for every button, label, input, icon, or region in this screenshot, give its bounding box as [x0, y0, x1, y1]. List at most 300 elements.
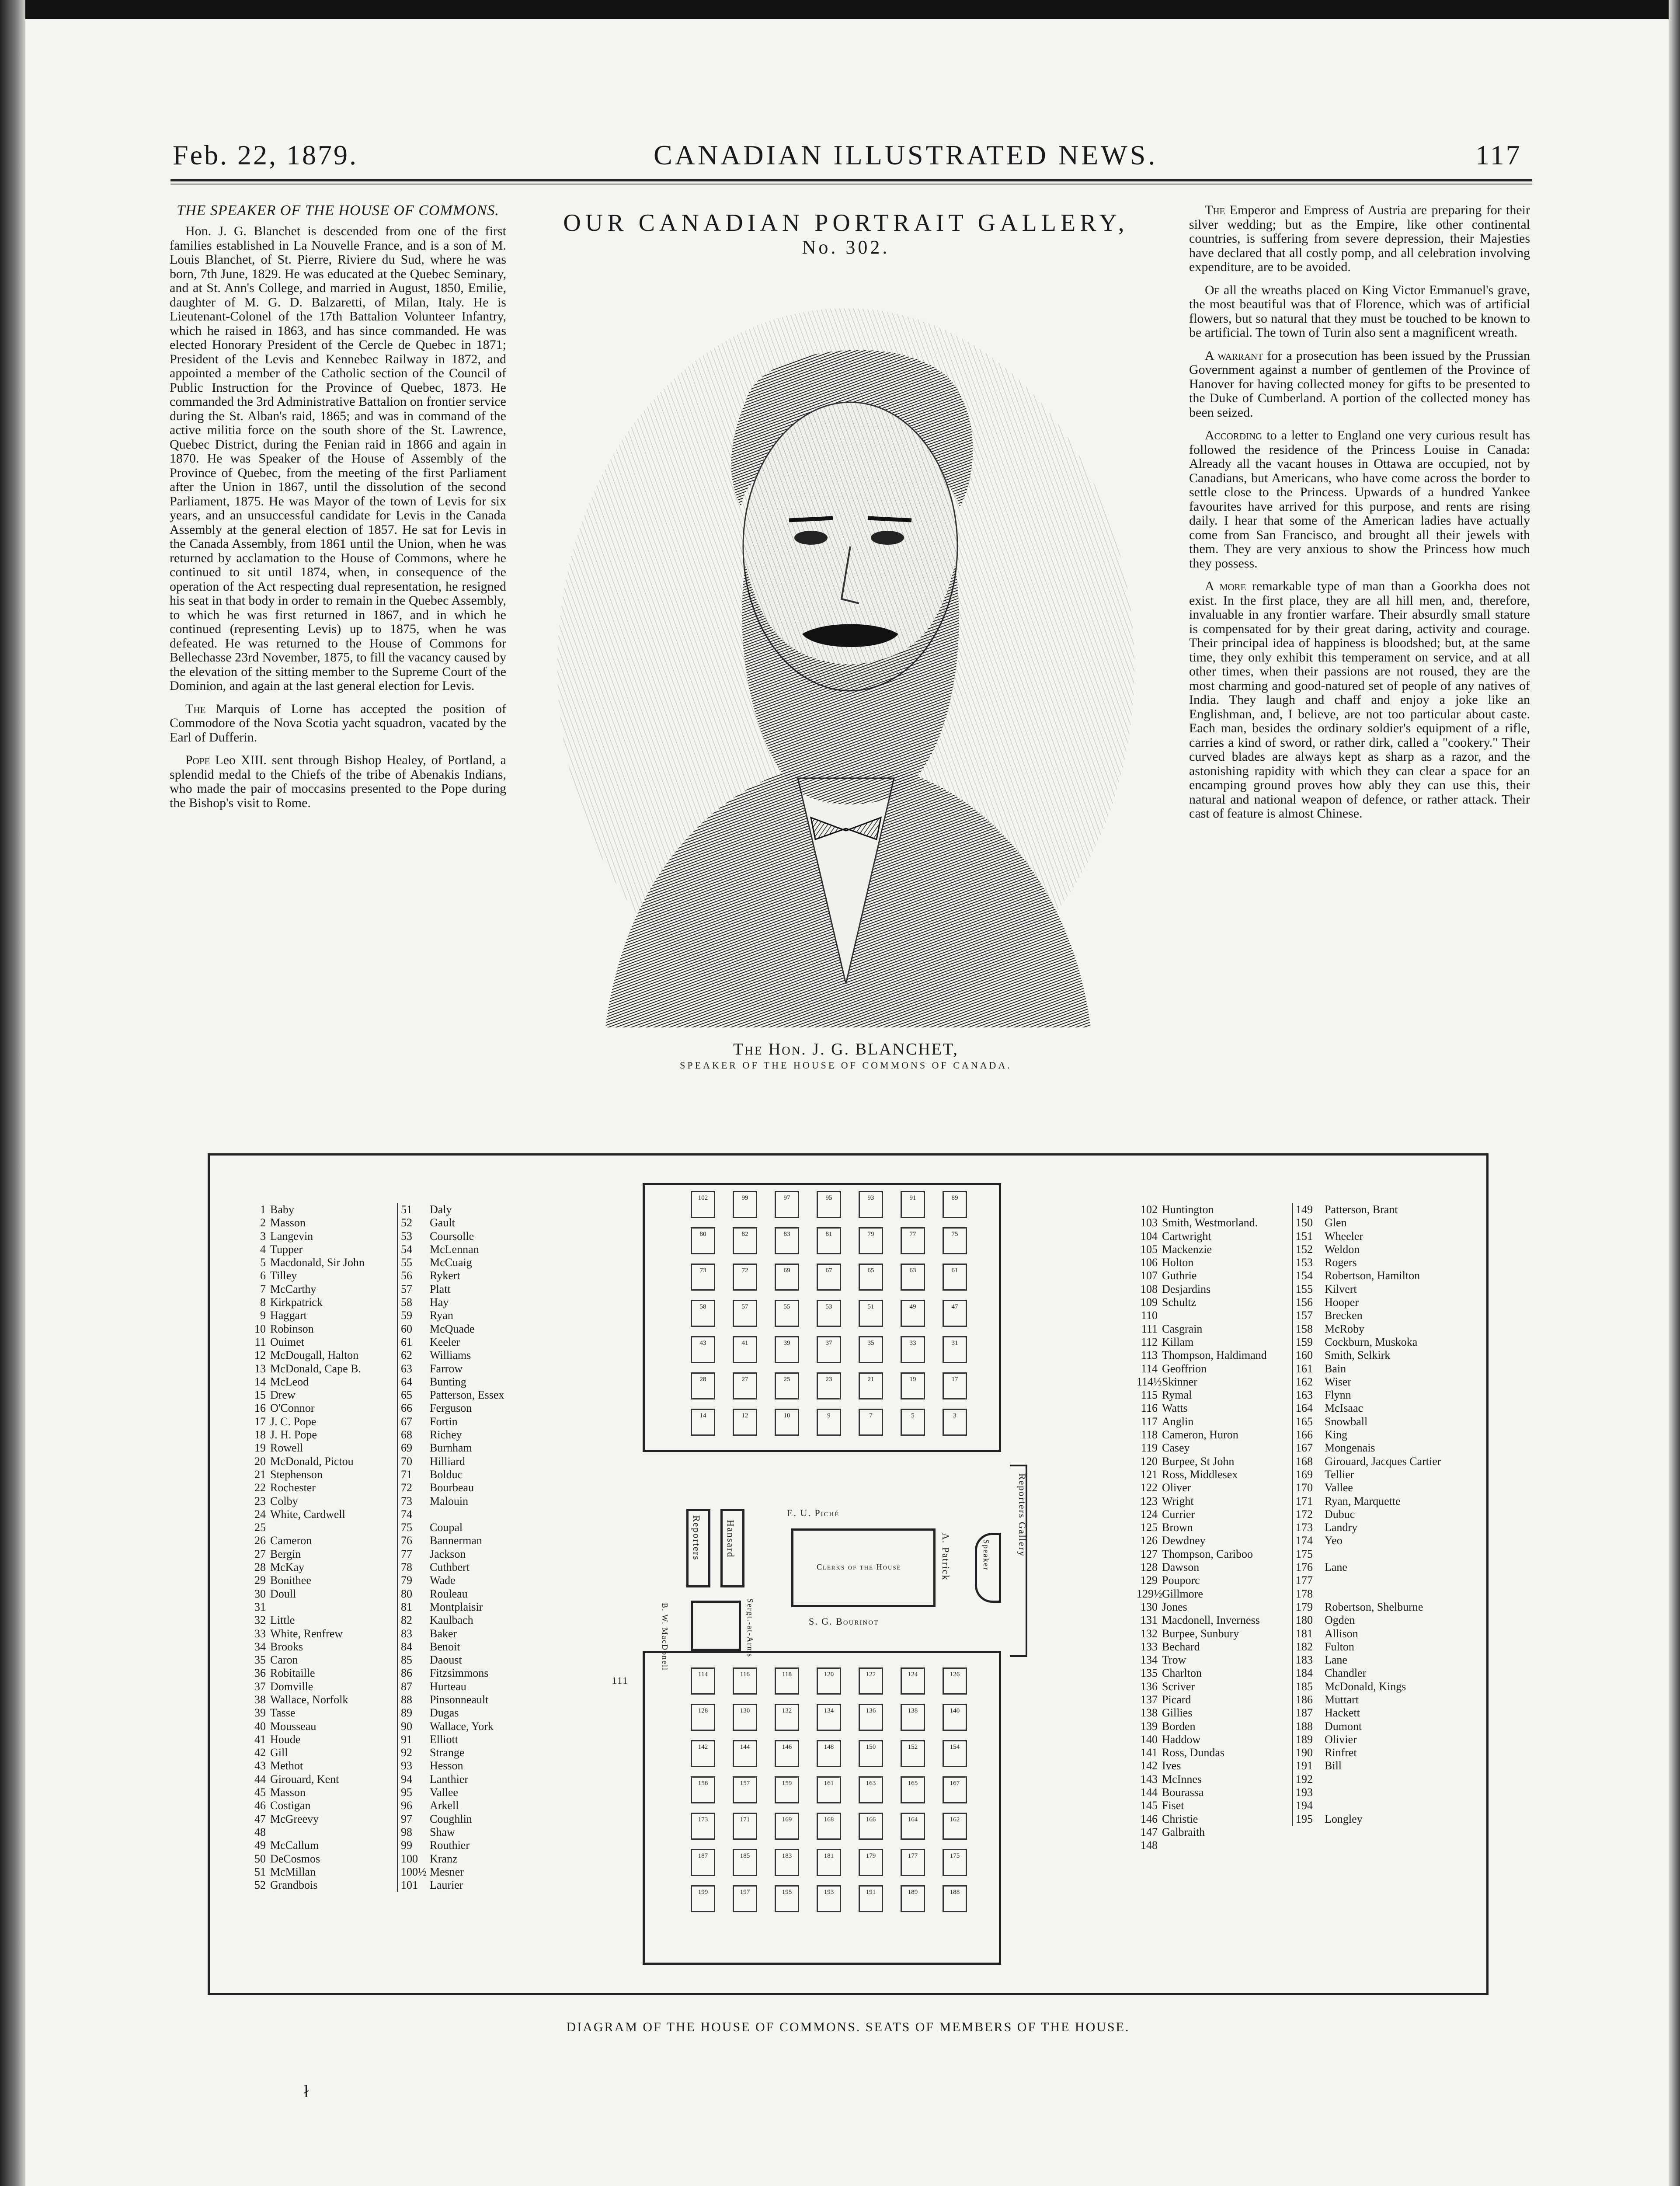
seat — [817, 1264, 841, 1291]
seat-number: 57 — [397, 1283, 427, 1296]
seat-number: 180 — [1292, 1614, 1322, 1627]
seat — [775, 1409, 799, 1436]
seat — [691, 1409, 715, 1436]
seat-number: 55 — [397, 1256, 427, 1269]
member-entry — [245, 1813, 385, 1826]
member-entry — [1137, 1773, 1285, 1786]
seat-number: 137 — [1141, 1693, 1158, 1706]
seat-number: 127 — [1141, 1547, 1158, 1560]
member-name: Snowball — [1325, 1415, 1368, 1428]
member-name: Bain — [1325, 1362, 1346, 1375]
member-name: Allison — [1325, 1627, 1358, 1640]
seat-number: 100½ — [397, 1866, 427, 1879]
member-name: Brown — [1162, 1521, 1193, 1534]
seat — [733, 1849, 757, 1876]
seat-number: 37 — [254, 1680, 266, 1693]
member-entry — [245, 1601, 385, 1614]
seat-label: 154 — [950, 1744, 960, 1751]
member-entry — [1292, 1799, 1475, 1812]
member-entry — [245, 1706, 385, 1720]
member-name: Bannerman — [430, 1534, 482, 1547]
member-entry — [1292, 1561, 1475, 1574]
member-entry — [245, 1256, 385, 1269]
member-name: Anglin — [1162, 1415, 1194, 1428]
seat-number: 49 — [254, 1839, 266, 1852]
seat-number: 87 — [397, 1680, 427, 1693]
member-entry — [1137, 1349, 1285, 1362]
member-name: Huntington — [1162, 1203, 1214, 1216]
member-name: Ryan, Marquette — [1325, 1494, 1401, 1507]
member-entry — [245, 1362, 385, 1375]
seat — [691, 1191, 715, 1218]
seat-label: 23 — [825, 1376, 832, 1383]
seat-number: 123 — [1141, 1494, 1158, 1507]
seat-number: 62 — [397, 1349, 427, 1362]
member-entry — [245, 1203, 385, 1216]
member-entry — [1137, 1428, 1285, 1441]
seat-label: 67 — [825, 1267, 832, 1274]
member-entry — [1292, 1720, 1475, 1733]
seat-label: 138 — [908, 1707, 918, 1714]
member-entry — [1292, 1534, 1475, 1547]
seat-number: 122 — [1141, 1481, 1158, 1494]
member-entry — [1137, 1468, 1285, 1481]
seat — [817, 1740, 841, 1767]
member-name: Cockburn, Muskoka — [1325, 1335, 1418, 1348]
header-title: CANADIAN ILLUSTRATED NEWS. — [654, 139, 1158, 171]
seat-number: 56 — [397, 1269, 427, 1282]
member-name: Lanthier — [430, 1772, 469, 1786]
member-name: Scriver — [1162, 1680, 1195, 1693]
gallery-number: No. 302. — [802, 237, 890, 258]
seat-label: 175 — [950, 1852, 960, 1859]
seat-number: 31 — [254, 1600, 266, 1613]
seat-number: 14 — [254, 1375, 266, 1388]
member-entry — [1292, 1706, 1475, 1720]
member-entry — [397, 1587, 524, 1601]
seat — [901, 1409, 925, 1436]
member-entry — [245, 1495, 385, 1508]
member-entry — [397, 1786, 524, 1799]
member-name: Kranz — [430, 1852, 458, 1865]
seat-number: 86 — [397, 1667, 427, 1680]
member-entry — [245, 1468, 385, 1481]
member-entry — [1292, 1614, 1475, 1627]
seat-number: 48 — [254, 1825, 266, 1838]
seat-number: 193 — [1292, 1786, 1322, 1799]
member-name: Daly — [430, 1203, 452, 1216]
member-name: McRoby — [1325, 1322, 1364, 1335]
seat-label: 156 — [698, 1780, 708, 1787]
member-entry — [1137, 1441, 1285, 1455]
member-name: Routhier — [430, 1839, 470, 1852]
seat-number: 113 — [1141, 1349, 1158, 1362]
member-name: Schultz — [1162, 1296, 1196, 1309]
seat-label: 163 — [866, 1780, 876, 1787]
seat-number: 67 — [397, 1415, 427, 1428]
reporters-label: Reporters — [691, 1515, 702, 1561]
seat-label: 128 — [698, 1707, 708, 1714]
seat — [901, 1740, 925, 1767]
seat-number: 95 — [397, 1786, 427, 1799]
member-name: Robertson, Shelburne — [1325, 1600, 1423, 1613]
seat-number: 125 — [1141, 1521, 1158, 1534]
member-name: Vallee — [1325, 1481, 1353, 1494]
member-name: Dewdney — [1162, 1534, 1206, 1547]
seat-number: 71 — [397, 1468, 427, 1481]
seat-number: 18 — [254, 1428, 266, 1441]
seat-number: 190 — [1292, 1746, 1322, 1759]
member-name: Hooper — [1325, 1296, 1359, 1309]
member-name: Geoffrion — [1162, 1362, 1207, 1375]
seat — [733, 1704, 757, 1731]
member-name: O'Connor — [270, 1402, 315, 1415]
member-entry — [245, 1680, 385, 1693]
seat-number: 184 — [1292, 1667, 1322, 1680]
paragraph-lead: Of — [1205, 282, 1220, 297]
member-entry — [1292, 1323, 1475, 1336]
member-name: Landry — [1325, 1521, 1358, 1534]
seat — [859, 1336, 883, 1363]
member-entry — [397, 1521, 524, 1534]
member-entry — [1137, 1283, 1285, 1296]
seat-number: 51 — [254, 1865, 266, 1878]
member-entry — [397, 1508, 524, 1521]
seat-label: 136 — [866, 1707, 876, 1714]
member-entry — [1137, 1415, 1285, 1428]
seat-label: 19 — [909, 1376, 916, 1383]
seat-label: 65 — [867, 1267, 874, 1274]
member-entry — [245, 1627, 385, 1640]
member-name: Rymal — [1162, 1389, 1192, 1402]
member-entry — [1292, 1428, 1475, 1441]
member-name: Haddow — [1162, 1733, 1201, 1746]
seat-number: 149 — [1292, 1203, 1322, 1216]
member-entry — [245, 1759, 385, 1772]
member-entry — [1137, 1269, 1285, 1282]
seat-number: 110 — [1141, 1309, 1158, 1322]
member-name: McCallum — [270, 1839, 319, 1852]
seat-number: 134 — [1141, 1653, 1158, 1667]
member-entry — [397, 1826, 524, 1839]
seat-number: 126 — [1141, 1534, 1158, 1547]
member-entry — [1292, 1468, 1475, 1481]
seat-number: 43 — [254, 1759, 266, 1772]
seat — [691, 1704, 715, 1731]
seat-label: 57 — [741, 1303, 748, 1310]
seat — [901, 1776, 925, 1803]
member-entry — [397, 1693, 524, 1706]
seat-label: 148 — [824, 1744, 834, 1751]
member-name: Hackett — [1325, 1706, 1360, 1720]
member-entry — [245, 1349, 385, 1362]
member-name: Mackenzie — [1162, 1243, 1212, 1256]
seat-label: 31 — [951, 1340, 958, 1347]
seat-label: 61 — [951, 1267, 958, 1274]
opposition-benches — [643, 1651, 1001, 1965]
paragraph-warrant — [1189, 349, 1530, 420]
member-name: Cameron — [270, 1534, 312, 1547]
seat — [691, 1813, 715, 1840]
seat-number: 164 — [1292, 1402, 1322, 1415]
seat-label: 189 — [908, 1889, 918, 1896]
portrait-engraving — [553, 302, 1139, 1032]
seat-number: 173 — [1292, 1521, 1322, 1534]
member-entry — [245, 1826, 385, 1839]
paragraph-text: Leo XIII. sent through Bishop Healey, of Portland, a splendid medal to the Chiefs of the tribe of Abenakis Indians, who made the pair of moccasins presented to the Pope during the Bishop's visit to Rome. — [170, 753, 506, 810]
member-name: Currier — [1162, 1507, 1195, 1521]
seat-number: 64 — [397, 1375, 427, 1389]
seat-number: 94 — [397, 1773, 427, 1786]
member-name: White, Cardwell — [270, 1507, 345, 1521]
member-name: Wade — [430, 1574, 456, 1587]
member-entry — [1137, 1706, 1285, 1720]
member-name: Christie — [1162, 1812, 1198, 1825]
member-entry — [397, 1799, 524, 1812]
seat-label: 43 — [699, 1340, 706, 1347]
member-name: Yeo — [1325, 1534, 1343, 1547]
seat — [775, 1776, 799, 1803]
member-name: Wheeler — [1325, 1229, 1363, 1243]
member-entry — [397, 1627, 524, 1640]
seat — [943, 1740, 967, 1767]
member-entry — [1292, 1349, 1475, 1362]
seat-number: 141 — [1141, 1746, 1158, 1759]
seat — [691, 1372, 715, 1399]
member-entry — [397, 1428, 524, 1441]
member-name: Watts — [1162, 1402, 1188, 1415]
member-name: Hay — [430, 1296, 449, 1309]
seat-number: 52 — [397, 1216, 427, 1229]
member-entry — [245, 1786, 385, 1799]
seat-number: 44 — [254, 1772, 266, 1786]
member-entry — [1137, 1601, 1285, 1614]
seat — [943, 1227, 967, 1254]
member-name: Fiset — [1162, 1799, 1184, 1812]
seat-number: 17 — [254, 1415, 266, 1428]
seat-label: 166 — [866, 1816, 876, 1823]
member-entry — [397, 1839, 524, 1852]
member-name: Lane — [1325, 1561, 1347, 1574]
seat-number: 147 — [1141, 1825, 1158, 1838]
member-entry — [245, 1574, 385, 1587]
member-entry — [1137, 1495, 1285, 1508]
member-entry — [1292, 1746, 1475, 1759]
member-name: Wallace, York — [430, 1720, 494, 1733]
member-name: McLennan — [430, 1243, 479, 1256]
seat-number: 144 — [1141, 1786, 1158, 1799]
seat-number: 181 — [1292, 1627, 1322, 1640]
member-name: Colby — [270, 1494, 298, 1507]
member-name: Caron — [270, 1653, 298, 1667]
seat-label: 9 — [827, 1412, 831, 1419]
seat-number: 78 — [397, 1561, 427, 1574]
seat-label: 120 — [824, 1671, 834, 1678]
seat — [775, 1372, 799, 1399]
seat-number: 124 — [1141, 1507, 1158, 1521]
member-name: Girouard, Kent — [270, 1772, 339, 1786]
sergeant-desk — [691, 1601, 741, 1651]
stray-mark: ł — [304, 2082, 309, 2101]
member-name: Longley — [1325, 1812, 1363, 1825]
member-entry — [245, 1866, 385, 1879]
seat-number: 28 — [254, 1561, 266, 1574]
member-name: Pouporc — [1162, 1574, 1200, 1587]
seat-number: 152 — [1292, 1243, 1322, 1256]
seat — [733, 1813, 757, 1840]
member-name: Methot — [270, 1759, 303, 1772]
member-name: Coughlin — [430, 1812, 472, 1825]
seat-number: 50 — [254, 1852, 266, 1865]
seat-number: 77 — [397, 1548, 427, 1561]
paragraph-lead: The — [1205, 203, 1225, 217]
member-name: Robinson — [270, 1322, 314, 1335]
seat-label: 165 — [908, 1780, 918, 1787]
member-entry — [245, 1534, 385, 1547]
member-name: Ferguson — [430, 1402, 472, 1415]
member-entry — [1137, 1521, 1285, 1534]
member-entry — [245, 1667, 385, 1680]
seat-label: 75 — [951, 1231, 958, 1238]
seat-number: 61 — [397, 1336, 427, 1349]
member-entry — [1292, 1375, 1475, 1389]
seat-label: 53 — [825, 1303, 832, 1310]
member-name: J. H. Pope — [270, 1428, 317, 1441]
seat-number: 194 — [1292, 1799, 1322, 1812]
seat-label: 114 — [698, 1671, 708, 1678]
member-name: Malouin — [430, 1494, 469, 1507]
member-name: Borden — [1162, 1720, 1196, 1733]
seat — [691, 1849, 715, 1876]
member-name: Wiser — [1325, 1375, 1352, 1388]
seat-number: 191 — [1292, 1759, 1322, 1772]
seat — [943, 1885, 967, 1912]
seat-number: 165 — [1292, 1415, 1322, 1428]
seat-number: 9 — [260, 1309, 266, 1322]
member-name: Burpee, St John — [1162, 1455, 1235, 1468]
seat-number: 82 — [397, 1614, 427, 1627]
member-entry — [1137, 1481, 1285, 1494]
member-name: McIsaac — [1325, 1402, 1363, 1415]
member-name: Ogden — [1325, 1614, 1355, 1627]
member-name: Rykert — [430, 1269, 460, 1282]
seat-label: 126 — [950, 1671, 960, 1678]
seat — [775, 1704, 799, 1731]
member-name: Kaulbach — [430, 1614, 473, 1627]
seat-label: 195 — [782, 1889, 792, 1896]
seat — [859, 1813, 883, 1840]
gallery-label: Reporters Gallery — [1017, 1473, 1028, 1557]
seat-number: 107 — [1141, 1269, 1158, 1282]
member-entry — [1137, 1733, 1285, 1746]
member-name: Gill — [270, 1746, 288, 1759]
member-entry — [245, 1481, 385, 1494]
member-entry — [245, 1441, 385, 1455]
member-name: Killam — [1162, 1335, 1194, 1348]
member-entry — [245, 1839, 385, 1852]
seat-number: 175 — [1292, 1548, 1322, 1561]
seat — [859, 1227, 883, 1254]
member-entry — [1137, 1746, 1285, 1759]
member-entry — [397, 1548, 524, 1561]
member-name: Tupper — [270, 1243, 303, 1256]
seat — [733, 1300, 757, 1327]
seat-number: 139 — [1141, 1720, 1158, 1733]
paragraph-lorne — [170, 702, 506, 745]
member-name: Wallace, Norfolk — [270, 1693, 348, 1706]
member-entry — [1137, 1230, 1285, 1243]
seat-number: 20 — [254, 1455, 266, 1468]
seat-number: 115 — [1141, 1389, 1158, 1402]
seat-number: 155 — [1292, 1283, 1322, 1296]
member-name: Keeler — [430, 1335, 460, 1348]
seat-number: 185 — [1292, 1680, 1322, 1693]
member-name: Macdonell, Inverness — [1162, 1614, 1260, 1627]
member-entry — [245, 1746, 385, 1759]
seat-number: 160 — [1292, 1349, 1322, 1362]
member-entry — [1292, 1296, 1475, 1309]
seat-number: 177 — [1292, 1574, 1322, 1587]
seat-label: 82 — [741, 1231, 748, 1238]
member-name: Dubuc — [1325, 1507, 1355, 1521]
seat-number: 6 — [260, 1269, 266, 1282]
seat-label: 91 — [909, 1194, 916, 1201]
seat — [901, 1336, 925, 1363]
seat-number: 41 — [254, 1733, 266, 1746]
seat-label: 17 — [951, 1376, 958, 1383]
seat-label: 142 — [698, 1744, 708, 1751]
seat-number: 131 — [1141, 1614, 1158, 1627]
seat-number: 36 — [254, 1667, 266, 1680]
member-list-3 — [1137, 1203, 1285, 1852]
seat-number: 51 — [397, 1203, 427, 1216]
member-name: Williams — [430, 1349, 471, 1362]
seat-label: 55 — [783, 1303, 790, 1310]
scan-top-edge — [0, 0, 1680, 19]
seat-number: 102 — [1141, 1203, 1158, 1216]
member-name: Smith, Westmorland. — [1162, 1216, 1258, 1229]
member-name: Fortin — [430, 1415, 458, 1428]
member-name: Smith, Selkirk — [1325, 1349, 1391, 1362]
seat-label: 173 — [698, 1816, 708, 1823]
member-entry — [397, 1813, 524, 1826]
member-entry — [1292, 1640, 1475, 1653]
seat-number: 182 — [1292, 1640, 1322, 1653]
scan-left-edge — [0, 0, 25, 2186]
seat — [901, 1191, 925, 1218]
seat — [775, 1849, 799, 1876]
member-name: Baby — [270, 1203, 294, 1216]
member-name: Bolduc — [430, 1468, 463, 1481]
seat-number: 169 — [1292, 1468, 1322, 1481]
member-name: Charlton — [1162, 1667, 1202, 1680]
member-entry — [1137, 1323, 1285, 1336]
seat-number: 25 — [254, 1521, 266, 1534]
seat — [859, 1776, 883, 1803]
member-name: Mesner — [430, 1865, 464, 1878]
member-list-2 — [397, 1203, 524, 1892]
seat-number: 129½ — [1137, 1587, 1162, 1600]
seat — [901, 1264, 925, 1291]
seat — [775, 1300, 799, 1327]
seat — [775, 1264, 799, 1291]
seat-number: 45 — [254, 1786, 266, 1799]
member-name: Robertson, Hamilton — [1325, 1269, 1420, 1282]
member-name: Drew — [270, 1389, 296, 1402]
member-entry — [397, 1866, 524, 1879]
seat-label: 35 — [867, 1340, 874, 1347]
seat-label: 140 — [950, 1707, 960, 1714]
